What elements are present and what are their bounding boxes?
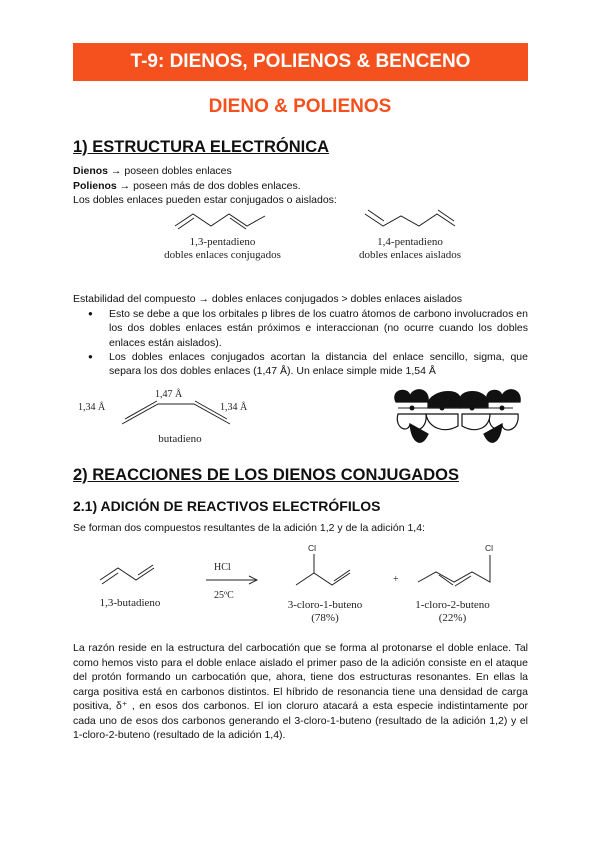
pentadiene-13-structure — [175, 208, 275, 233]
subheading-adicion: 2.1) ADICIÓN DE REACTIVOS ELECTRÓFILOS — [73, 498, 381, 514]
bond-double-left-label: 1,34 Å — [78, 402, 106, 413]
bullet-list — [73, 307, 528, 378]
p-orbitals-diagram — [388, 382, 523, 452]
butadiene-structure — [78, 380, 270, 440]
temperature-label: 25ºC — [214, 590, 234, 601]
pentadiene-13-caption: 1,3-pentadieno dobles enlaces conjugados — [164, 236, 281, 261]
cl-label-1: Cl — [308, 543, 317, 553]
reactant-caption: 1,3-butadieno — [99, 597, 161, 609]
product2-caption: 1-cloro-2-buteno (22%) — [415, 599, 490, 624]
butadieno-caption: butadieno — [158, 433, 202, 445]
pentadiene-14-caption: 1,4-pentadieno dobles enlaces aislados — [358, 236, 462, 261]
product1-caption: 3-cloro-1-buteno (78%) — [287, 599, 363, 624]
reaction-intro: Se forman dos compuestos resultantes de la adición 1,2 y de la adición 1,4: — [73, 522, 425, 534]
heading-reacciones: 2) REACCIONES DE LOS DIENOS CONJUGADOS — [73, 466, 459, 484]
bullet-bond-length: ● Los dobles enlaces conjugados acortan la distancia del enlace sencillo, sigma, que separa los dos dobles enlaces (1,47 Å). Un enlace simple mide 1,54 Å — [73, 350, 528, 379]
dienos-term: Dienos — [73, 165, 109, 177]
conjugated-or-isolated: Los dobles enlaces pueden estar conjugados o aislados: — [73, 194, 337, 206]
heading-estructura: 1) ESTRUCTURA ELECTRÓNICA — [73, 138, 330, 156]
stability-line: Estabilidad del compuesto → dobles enlaces conjugados > dobles enlaces aislados — [73, 293, 463, 305]
cl-label-2: Cl — [485, 543, 494, 553]
plus-sign: + — [393, 574, 399, 585]
carbocation-paragraph: La razón reside en la estructura del carbocatión que se forma al protonarse el doble enlace. Tal como hemos visto para el doble enlace aislado el primer paso de la adición consiste en el ataque del protón formando un carbocatión que, ahora, tiene dos estructuras resonantes. En ellas la carga positiva está en carbonos distintos. El híbrido de resonancia tiene una densidad de carga positiva, δ⁺ , en esos dos carbonos. El ion cloruro atacará a esta especie indistintamente por cada uno de esos dos carbonos generando el 3-cloro-1-buteno (resultado de la adición 1,2) y el 1-cloro-2-buteno (resultado de la adición 1,4). — [73, 642, 528, 741]
bullet-orbitals: ● Esto se debe a que los orbitales p libres de los cuatro átomos de carbono involucrados en los dos dobles enlaces están próximos e interaccionan (no ocurre cuando los dobles enlaces están aislados). — [73, 307, 528, 350]
bond-double-right-label: 1,34 Å — [220, 402, 248, 413]
dienos-def: → poseen dobles enlaces — [108, 165, 232, 177]
definitions-block — [73, 164, 528, 208]
pentadiene-14-structure — [365, 208, 465, 233]
section-title: DIENO & POLIENOS — [208, 96, 392, 117]
reagent-label: HCl — [214, 562, 231, 573]
document-title-banner: T-9: DIENOS, POLIENOS & BENCENO — [73, 43, 528, 81]
polienos-def: → poseen más de dos dobles enlaces. — [116, 179, 301, 192]
polienos-term: Polienos — [73, 179, 117, 192]
bond-single-label: 1,47 Å — [155, 389, 183, 400]
